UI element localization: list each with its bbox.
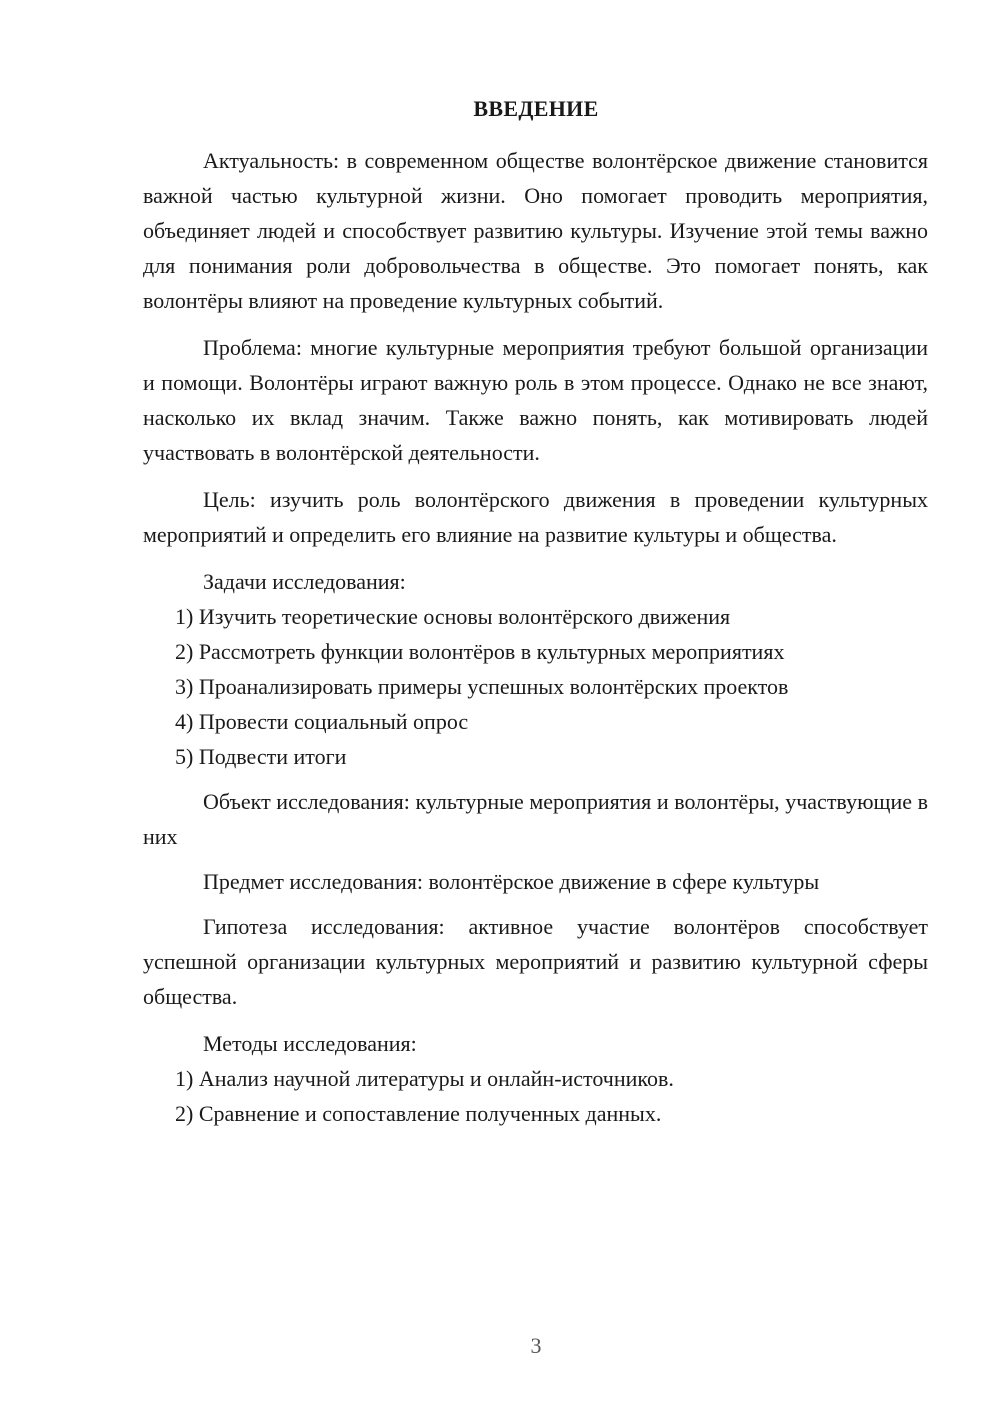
object-paragraph: Объект исследования: культурные мероприятия и волонтёры, участвующие в них (143, 789, 928, 849)
list-item: 5) Подвести итоги (175, 744, 347, 769)
page-title: ВВЕДЕНИЕ (473, 96, 599, 121)
page-number: 3 (530, 1333, 542, 1358)
goal-paragraph: Цель: изучить роль волонтёрского движения в проведении культурных мероприятий и определить его влияние на развитие культуры и общества. (143, 487, 928, 547)
list-item: 2) Рассмотреть функции волонтёров в культурных мероприятиях (175, 639, 785, 664)
list-item: 1) Анализ научной литературы и онлайн-источников. (175, 1066, 674, 1091)
problem-paragraph: Проблема: многие культурные мероприятия требуют большой организации и помощи. Волонтёры играют важную роль в этом процессе. Однако не все знают, насколько их вклад значим. Также важно понять, как мотивировать людей участвовать в волонтёрской деятельности. (143, 335, 928, 465)
tasks-list (143, 599, 928, 774)
methods-list (143, 1061, 928, 1131)
list-item: 1) Изучить теоретические основы волонтёрского движения (175, 604, 731, 629)
list-item: 4) Провести социальный опрос (175, 709, 469, 734)
methods-heading: Методы исследования: (203, 1031, 417, 1056)
relevance-paragraph: Актуальность: в современном обществе волонтёрское движение становится важной частью культурной жизни. Оно помогает проводить мероприятия, объединяет людей и способствует развитию культуры. Изучение этой темы важно для понимания роли добровольчества в обществе. Это помогает понять, как волонтёры влияют на проведение культурных событий. (143, 148, 928, 313)
tasks-heading: Задачи исследования: (203, 569, 406, 594)
hypothesis-paragraph: Гипотеза исследования: активное участие волонтёров способствует успешной организации культурных мероприятий и развитию культурной сферы общества. (143, 914, 928, 1009)
document-body (143, 143, 928, 1131)
list-item: 3) Проанализировать примеры успешных волонтёрских проектов (175, 674, 789, 699)
list-item: 2) Сравнение и сопоставление полученных данных. (175, 1101, 662, 1126)
subject-paragraph: Предмет исследования: волонтёрское движение в сфере культуры (203, 869, 820, 894)
